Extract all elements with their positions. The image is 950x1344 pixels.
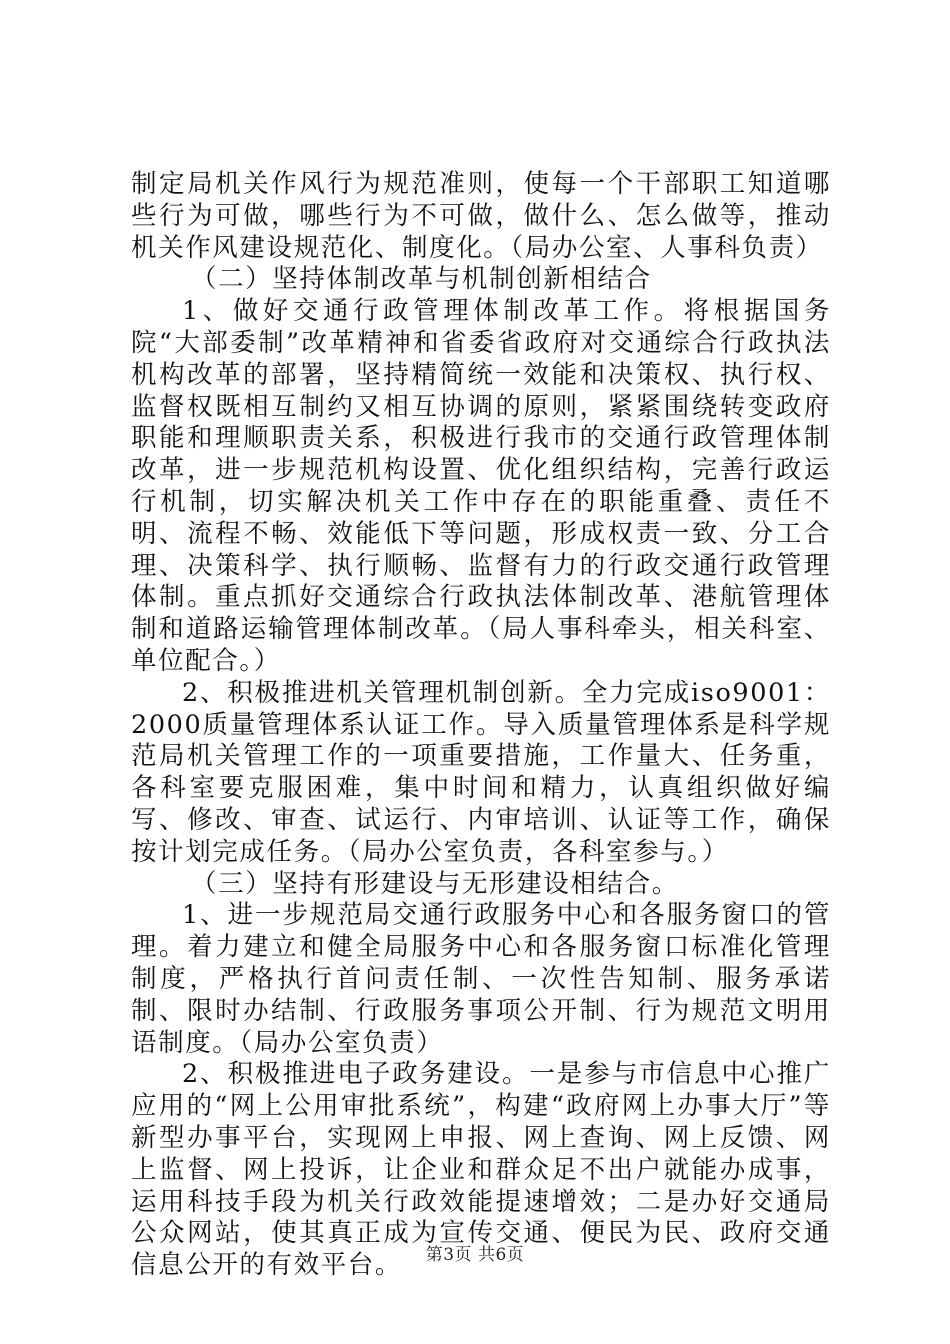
paragraph-mechanism-innovation: 2、积极推进机关管理机制创新。全力完成iso9001：2000质量管理体系认证工作。导入质量管理体系是科学规范局机关管理工作的一项重要措施，工作量大、任务重，各科室要克服困难，集中时间和精力，认真组织做好编写、修改、审查、试运行、内审培训、认证等工作，确保按计划完成任务。（局办公室负责，各科室参与。）: [131, 677, 831, 867]
page-footer: 第3页 共6页: [425, 1245, 525, 1265]
paragraph-service-center: 1、进一步规范局交通行政服务中心和各服务窗口的管理。着力建立和健全局服务中心和各服务窗口标准化管理制度，严格执行首问责任制、一次性告知制、服务承诺制、限时办结制、行政服务事项公开制、行为规范文明用语制度。（局办公室负责）: [131, 900, 831, 1058]
paragraph-continuation: 制定局机关作风行为规范准则，使每一个干部职工知道哪些行为可做，哪些行为不可做，做什么、怎么做等，推动机关作风建设规范化、制度化。（局办公室、人事科负责）: [131, 169, 831, 263]
paragraph-admin-reform: 1、做好交通行政管理体制改革工作。将根据国务院“大部委制”改革精神和省委省政府对交通综合行政执法机构改革的部署，坚持精简统一效能和决策权、执行权、监督权既相互制约又相互协调的原则，紧紧围绕转变政府职能和理顺职责关系，积极进行我市的交通行政管理体制改革，进一步规范机构设置、优化组织结构，完善行政运行机制，切实解决机关工作中存在的职能重叠、责任不明、流程不畅、效能低下等问题，形成权责一致、分工合理、决策科学、执行顺畅、监督有力的行政交通行政管理体制。重点抓好交通综合行政执法体制改革、港航管理体制和道路运输管理体制改革。（局人事科牵头，相关科室、单位配合。）: [131, 296, 831, 676]
section-heading-2: （二）坚持体制改革与机制创新相结合: [191, 264, 652, 295]
section-heading-3: （三）坚持有形建设与无形建设相结合。: [191, 868, 679, 899]
paragraph-e-government: 2、积极推进电子政务建设。一是参与市信息中心推广应用的“网上公用审批系统”，构建“政府网上办事大厅”等新型办事平台，实现网上申报、网上查询、网上反馈、网上监督、网上投诉，让企业和群众足不出户就能办成事，运用科技手段为机关行政效能提速增效；二是办好交通局公众网站，使其真正成为宣传交通、便民为民、政府交通信息公开的有效平台。: [131, 1059, 831, 1281]
document-body: [131, 169, 831, 1282]
